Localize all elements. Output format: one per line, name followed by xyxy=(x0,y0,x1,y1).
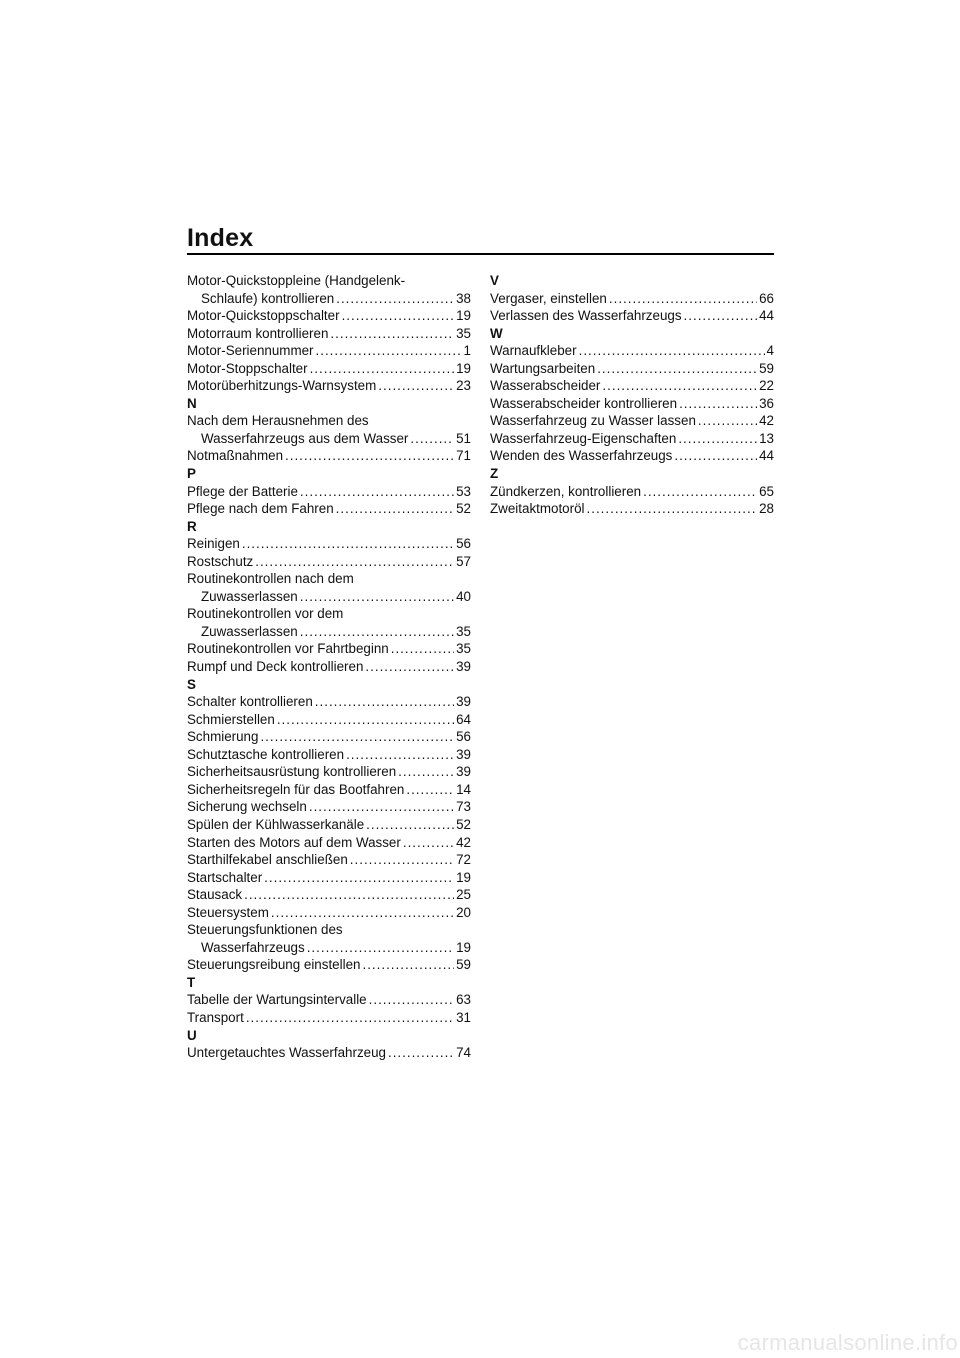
index-entry xyxy=(187,535,471,553)
dot-leader xyxy=(346,746,454,764)
index-entry-text: Sicherheitsausrüstung kontrollieren xyxy=(187,764,397,780)
index-entry-text: Wasserfahrzeugs xyxy=(201,939,305,955)
index-entry-page: 39 xyxy=(456,694,471,710)
index-entry-text: Motor-Quickstoppleine (Handgelenk- xyxy=(187,273,406,288)
dot-leader xyxy=(365,658,454,676)
dot-leader xyxy=(336,290,454,308)
index-entry xyxy=(187,307,471,325)
index-entry-page: 72 xyxy=(456,852,471,868)
index-entry-text: Schutztasche kontrollieren xyxy=(187,746,345,762)
index-entry xyxy=(187,588,471,606)
index-entry-text: Routinekontrollen vor Fahrtbeginn xyxy=(187,641,389,657)
index-letter-heading: S xyxy=(187,676,196,692)
dot-leader xyxy=(378,377,454,395)
index-entry xyxy=(490,395,774,413)
dot-leader xyxy=(388,1044,454,1062)
index-entry xyxy=(187,798,471,816)
index-entry-text: Sicherung wechseln xyxy=(187,799,307,815)
index-entry-text: Wenden des Wasserfahrzeugs xyxy=(490,448,673,464)
index-entry-page: 19 xyxy=(456,360,471,376)
index-entry-page: 59 xyxy=(759,360,774,376)
index-entry-text: Nach dem Herausnehmen des xyxy=(187,413,369,429)
dot-leader xyxy=(300,588,454,606)
index-entry-text: Zuwasserlassen xyxy=(201,623,298,639)
dot-leader xyxy=(255,553,454,571)
index-entry-text: Wasserabscheider kontrollieren xyxy=(490,395,678,411)
index-entry xyxy=(187,746,471,764)
dot-leader xyxy=(369,991,454,1009)
dot-leader xyxy=(242,535,454,553)
index-entry-text: Motor-Stoppschalter xyxy=(187,360,308,376)
index-entry-text: Schmierung xyxy=(187,729,259,745)
dot-leader xyxy=(391,640,454,658)
index-entry-text: Vergaser, einstellen xyxy=(490,290,607,306)
index-entry-text: Starten des Motors auf dem Wasser xyxy=(187,834,401,850)
index-entry-page: 64 xyxy=(456,711,471,727)
index-entry-page: 56 xyxy=(456,536,471,552)
index-entry xyxy=(187,834,471,852)
index-entry-page: 66 xyxy=(759,290,774,306)
index-entry-page: 57 xyxy=(456,553,471,569)
index-entry xyxy=(187,851,471,869)
index-entry xyxy=(490,483,774,501)
dot-leader xyxy=(587,500,758,518)
index-entry-text: Schmierstellen xyxy=(187,711,275,727)
index-entry-text: Motor-Quickstoppschalter xyxy=(187,308,340,324)
index-entry xyxy=(187,430,471,448)
dot-leader xyxy=(285,447,454,465)
index-entry xyxy=(187,781,471,799)
dot-leader xyxy=(674,447,757,465)
index-entry-text: Steuerungsfunktionen des xyxy=(187,922,343,938)
index-entry xyxy=(187,623,471,641)
index-entry-page: 35 xyxy=(456,641,471,657)
index-entry xyxy=(490,500,774,518)
dot-leader xyxy=(300,483,454,501)
index-column-right xyxy=(490,272,774,518)
dot-leader xyxy=(244,886,454,904)
index-entry xyxy=(187,377,471,395)
index-entry-page: 74 xyxy=(456,1045,471,1061)
index-entry-text: Reinigen xyxy=(187,536,240,552)
index-entry xyxy=(187,553,471,571)
dot-leader xyxy=(307,939,454,957)
index-entry-text: Motorüberhitzungs-Warnsystem xyxy=(187,378,377,394)
index-entry xyxy=(187,904,471,922)
index-entry-text: Spülen der Kühlwasserkanäle xyxy=(187,816,365,832)
index-entry xyxy=(187,763,471,781)
index-entry xyxy=(187,693,471,711)
index-entry-page: 19 xyxy=(456,308,471,324)
index-entry xyxy=(187,869,471,887)
index-entry-page: 63 xyxy=(456,992,471,1008)
index-entry-text: Wasserfahrzeug zu Wasser lassen xyxy=(490,413,696,429)
index-entry-page: 14 xyxy=(456,781,471,797)
index-entry-page: 23 xyxy=(456,378,471,394)
index-entry-page: 52 xyxy=(456,501,471,517)
index-entry-text: Routinekontrollen vor dem xyxy=(187,606,344,622)
index-entry-text: Stausack xyxy=(187,887,243,903)
index-entry-text: Transport xyxy=(187,1009,244,1025)
index-entry-page: 71 xyxy=(456,448,471,464)
index-entry xyxy=(490,307,774,325)
index-entry-text: Steuerungsreibung einstellen xyxy=(187,957,361,973)
index-entry-text: Motorraum kontrollieren xyxy=(187,325,329,341)
dot-leader xyxy=(271,904,454,922)
index-entry-text: Steuersystem xyxy=(187,904,269,920)
index-entry xyxy=(490,290,774,308)
dot-leader xyxy=(316,342,462,360)
dot-leader xyxy=(277,711,454,729)
index-entry-text: Pflege der Batterie xyxy=(187,483,298,499)
index-entry-text: Sicherheitsregeln für das Bootfahren xyxy=(187,781,405,797)
index-entry xyxy=(187,886,471,904)
index-entry-page: 19 xyxy=(456,939,471,955)
index-entry-text: Schlaufe) kontrollieren xyxy=(201,290,335,306)
index-entry xyxy=(187,711,471,729)
index-entry-page: 35 xyxy=(456,325,471,341)
index-entry-page: 53 xyxy=(456,483,471,499)
index-letter-heading: P xyxy=(187,466,196,482)
index-entry xyxy=(187,447,471,465)
index-entry-text: Startschalter xyxy=(187,869,263,885)
dot-leader xyxy=(579,342,765,360)
index-entry-text: Wasserabscheider xyxy=(490,378,601,394)
index-entry-text: Zuwasserlassen xyxy=(201,588,298,604)
index-entry-page: 42 xyxy=(759,413,774,429)
index-entry-page: 44 xyxy=(759,308,774,324)
index-entry-page: 56 xyxy=(456,729,471,745)
index-entry-page: 73 xyxy=(456,799,471,815)
index-entry-text: Zweitaktmotoröl xyxy=(490,501,585,517)
title-divider xyxy=(187,253,774,255)
index-letter-heading: V xyxy=(490,273,499,288)
index-entry-page: 40 xyxy=(456,588,471,604)
index-entry-page: 13 xyxy=(759,430,774,446)
index-entry xyxy=(490,377,774,395)
index-entry xyxy=(490,342,774,360)
index-entry xyxy=(187,1044,471,1062)
index-entry-text: Warnaufkleber xyxy=(490,343,577,359)
dot-leader xyxy=(342,307,455,325)
index-entry xyxy=(490,360,774,378)
dot-leader xyxy=(362,956,454,974)
index-entry-page: 39 xyxy=(456,764,471,780)
index-entry-text: Starthilfekabel anschließen xyxy=(187,852,348,868)
index-entry xyxy=(187,728,471,746)
dot-leader xyxy=(609,290,757,308)
index-entry-text: Wasserfahrzeugs aus dem Wasser xyxy=(201,430,409,446)
dot-leader xyxy=(330,325,454,343)
dot-leader xyxy=(678,430,757,448)
dot-leader xyxy=(246,1009,454,1027)
index-entry-page: 39 xyxy=(456,659,471,675)
dot-leader xyxy=(310,360,455,378)
index-entry xyxy=(187,956,471,974)
index-letter-heading: U xyxy=(187,1027,197,1043)
index-entry-text: Notmaßnahmen xyxy=(187,448,284,464)
index-entry xyxy=(187,939,471,957)
dot-leader xyxy=(350,851,454,869)
index-entry-page: 19 xyxy=(456,869,471,885)
dot-leader xyxy=(309,798,454,816)
dot-leader xyxy=(264,869,454,887)
index-entry-page: 25 xyxy=(456,887,471,903)
index-entry-text: Wasserfahrzeug-Eigenschaften xyxy=(490,430,677,446)
index-letter-heading: N xyxy=(187,395,197,411)
index-entry-page: 4 xyxy=(766,343,774,359)
dot-leader xyxy=(336,500,454,518)
index-entry-page: 52 xyxy=(456,816,471,832)
dot-leader xyxy=(403,834,454,852)
index-entry-page: 1 xyxy=(463,343,471,359)
index-entry-page: 36 xyxy=(759,395,774,411)
dot-leader xyxy=(410,430,454,448)
index-entry xyxy=(187,483,471,501)
index-entry-text: Untergetauchtes Wasserfahrzeug xyxy=(187,1045,386,1061)
index-letter-heading: Z xyxy=(490,466,499,482)
index-column-left xyxy=(187,272,471,1062)
index-entry xyxy=(187,290,471,308)
index-entry-text: Rostschutz xyxy=(187,553,254,569)
index-entry-page: 35 xyxy=(456,623,471,639)
index-entry xyxy=(187,360,471,378)
index-entry xyxy=(187,500,471,518)
page-title: Index xyxy=(187,224,254,252)
index-entry xyxy=(187,991,471,1009)
index-entry xyxy=(187,816,471,834)
index-entry-page: 44 xyxy=(759,448,774,464)
index-entry-text: Pflege nach dem Fahren xyxy=(187,501,334,517)
dot-leader xyxy=(679,395,757,413)
dot-leader xyxy=(300,623,454,641)
index-entry xyxy=(490,447,774,465)
dot-leader xyxy=(406,781,454,799)
index-entry-text: Verlassen des Wasserfahrzeugs xyxy=(490,308,682,324)
index-entry-text: Tabelle der Wartungsintervalle xyxy=(187,992,367,1008)
dot-leader xyxy=(597,360,757,378)
index-entry xyxy=(187,342,471,360)
dot-leader xyxy=(315,693,454,711)
dot-leader xyxy=(398,763,454,781)
index-entry-page: 31 xyxy=(456,1009,471,1025)
index-entry-text: Wartungsarbeiten xyxy=(490,360,596,376)
index-entry-page: 39 xyxy=(456,746,471,762)
index-entry-page: 42 xyxy=(456,834,471,850)
dot-leader xyxy=(260,728,454,746)
index-entry-page: 38 xyxy=(456,290,471,306)
index-entry-page: 22 xyxy=(759,378,774,394)
dot-leader xyxy=(684,307,758,325)
index-entry xyxy=(187,658,471,676)
dot-leader xyxy=(643,483,757,501)
index-entry xyxy=(187,1009,471,1027)
index-letter-heading: T xyxy=(187,974,196,990)
dot-leader xyxy=(366,816,454,834)
index-letter-heading: W xyxy=(490,325,503,341)
index-entry-page: 20 xyxy=(456,904,471,920)
index-letter-heading: R xyxy=(187,518,197,534)
index-entry xyxy=(187,325,471,343)
index-entry xyxy=(187,640,471,658)
index-entry-page: 28 xyxy=(759,501,774,517)
index-entry-text: Zündkerzen, kontrollieren xyxy=(490,483,642,499)
index-entry-text: Schalter kontrollieren xyxy=(187,694,313,710)
watermark: carmanualsonline.info xyxy=(737,1330,958,1355)
index-entry-text: Routinekontrollen nach dem xyxy=(187,571,354,587)
index-entry-text: Rumpf und Deck kontrollieren xyxy=(187,659,364,675)
dot-leader xyxy=(698,412,757,430)
index-entry xyxy=(490,412,774,430)
index-entry-page: 51 xyxy=(456,430,471,446)
index-entry xyxy=(490,430,774,448)
index-entry-text: Motor-Seriennummer xyxy=(187,343,314,359)
dot-leader xyxy=(602,377,757,395)
index-entry-page: 59 xyxy=(456,957,471,973)
index-entry-page: 65 xyxy=(759,483,774,499)
